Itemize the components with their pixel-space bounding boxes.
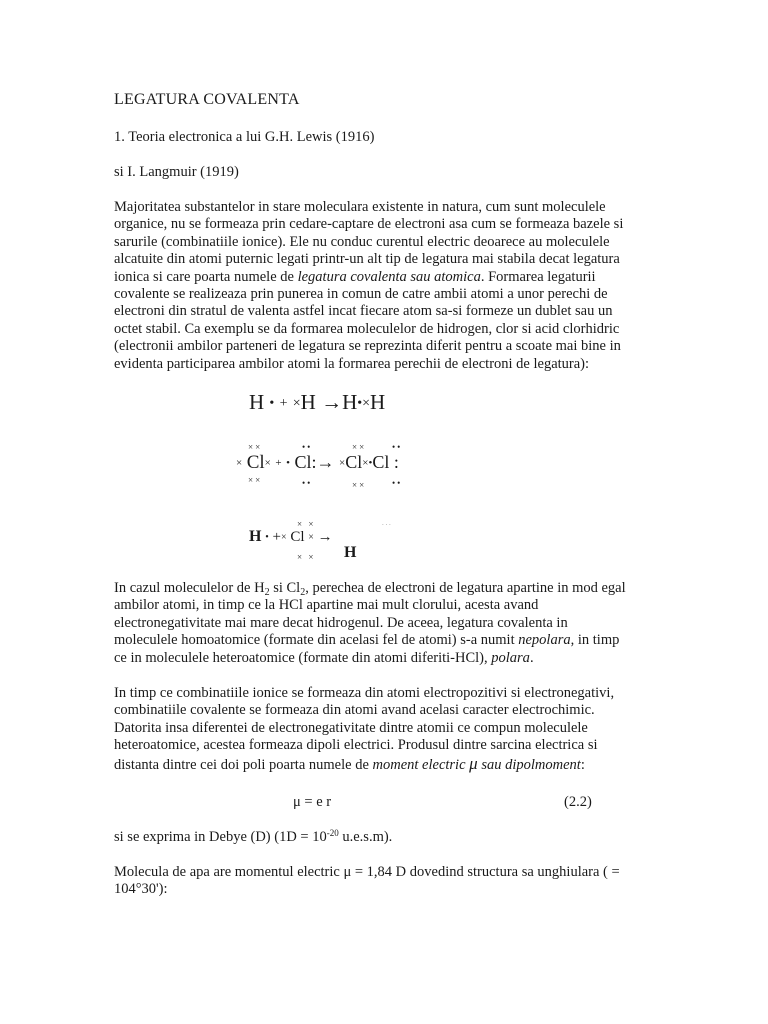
atom-h: H — [370, 390, 386, 414]
reaction-arrow: → — [321, 390, 343, 414]
electron-dot: • — [286, 457, 290, 469]
atom-cl: Cl — [290, 529, 305, 545]
covalent-bond-term: legatura covalenta sau atomica — [297, 268, 481, 285]
page-title: LEGATURA COVALENTA — [114, 91, 300, 108]
electron-cross-pair-bottom: × × — [297, 552, 316, 562]
shared-electron-pair: •× — [357, 396, 371, 411]
dipole-text-1: In timp ce combinatiile ionice se formeaza din atomi electropozitivi si electronegativi, combinatiile covalente se formeaza din atomi avand acelasi caracter electrochimic. Datorita insa diferentei de electronegativitate dintre atomii ce compun moleculele heteroatomice, acestea formeaza dipoli electrici. Produsul dintre sarcina electrica si distanta dintre cei doi poli poarta numele de — [114, 685, 615, 773]
electron-cross: × — [339, 457, 346, 469]
reaction-arrow: → — [317, 529, 333, 545]
polarity-paragraph — [114, 580, 634, 667]
electron-dot-pair-bottom: •• — [302, 478, 313, 488]
polar-term: polara — [491, 649, 530, 666]
atom-h: H — [249, 528, 262, 545]
dipole-paragraph — [114, 685, 634, 774]
faint-dots: . . . — [382, 519, 391, 527]
electron-cross: × — [362, 457, 369, 469]
electron-cross: × — [308, 532, 314, 543]
electron-cross: × — [236, 457, 243, 469]
electron-cross-pair-top: ×× — [248, 442, 263, 452]
dipole-formula: μ = e r — [293, 794, 332, 810]
nonpolar-term: nepolara — [518, 632, 571, 649]
electron-cross: × — [292, 396, 301, 411]
atom-h: H — [249, 390, 265, 414]
mu-symbol: μ — [469, 753, 478, 773]
electron-dot-pair-top: •• — [302, 442, 313, 452]
electron-dot-pair-top: •• — [392, 442, 403, 452]
atom-cl: Cl — [372, 452, 390, 472]
electron-dot: • — [368, 457, 373, 469]
lone-pair-colon: : — [393, 452, 399, 472]
electron-cross-pair-bottom: ×× — [352, 480, 367, 490]
atom-h: H — [342, 390, 358, 414]
polarity-text-3: , perechea de electroni de legatura apartine in mod egal ambilor atomi, in timp ce la HCl apartine mai mult clorului, acesta avand electronegativitate mai mare decat hidrogenul. De aceea, legatura covalenta in moleculele homoatomice (formate din acelasi fel de atomi) s-a numit — [114, 580, 626, 649]
electron-cross-pair-top: × × — [297, 519, 316, 529]
plus-sign: + — [272, 529, 281, 545]
debye-text-2: u.e.s.m). — [338, 829, 393, 845]
electron-cross: × — [280, 532, 287, 543]
polarity-text-1: In cazul moleculelor de H — [114, 580, 265, 596]
intro-text-1: Majoritatea substantelor in stare moleculara existente in natura, cum sunt moleculele organice, nu se formeaza prin cedare-captare de electroni asa cum se formeaza bazele si sarurile (combinatiile ionice). Ele nu conduc curentul electric deoarece au moleculele alcatuite din atomi puternic legati printr-un alt tip de legatura mai stabila decat legatura ionica si care poarta numele de — [114, 199, 624, 285]
subscript: 2 — [300, 587, 306, 598]
exponent: -20 — [326, 828, 339, 838]
atom-cl: Cl — [345, 452, 363, 472]
water-angle-line: 104°30'): — [114, 881, 168, 897]
electron-dot: • — [269, 396, 275, 411]
electron-dot: • — [265, 532, 269, 543]
electron-cross: × — [264, 457, 271, 469]
dipole-text-2: : — [580, 756, 585, 773]
water-moment-line: Molecula de apa are momentul electric μ = 1,84 D dovedind structura sa unghiulara ( = — [114, 864, 620, 880]
electric-moment-term: moment electric — [372, 756, 470, 773]
plus-sign: + — [275, 457, 282, 469]
debye-line — [114, 829, 392, 846]
section-heading: 1. Teoria electronica a lui G.H. Lewis (1916) — [114, 129, 375, 145]
polarity-text-2: si Cl — [269, 580, 301, 596]
plus-sign: + — [279, 396, 288, 411]
product-h: H — [344, 544, 357, 561]
section-heading-continued: si I. Langmuir (1919) — [114, 164, 239, 180]
reaction-arrow: → — [316, 452, 335, 472]
electron-cross-pair-bottom: ×× — [248, 475, 263, 485]
atom-h: H — [300, 390, 316, 414]
polarity-text-5: . — [529, 649, 534, 666]
lone-pair-colon: : — [311, 452, 317, 472]
intro-paragraph — [114, 199, 634, 373]
polarity-text-4: , in timp ce in moleculele heteroatomice (formate din atomi diferiti-HCl), — [114, 632, 620, 666]
debye-text-1: si se exprima in Debye (D) (1D = 10 — [114, 829, 327, 845]
atom-cl: Cl — [294, 452, 312, 472]
dipolmoment-term: sau dipolmoment — [477, 756, 581, 773]
hydrogen-formation-equation — [249, 390, 385, 415]
intro-text-2: . Formarea legaturii covalente se realizeaza prin punerea in comun de catre ambii atomi a unor perechi de electroni din stratul de valenta astfel incat fiecare atom sa-si formeze un dublet sau un octet stabil. Ca exemplu se da formarea moleculelor de hidrogen, clor si acid clorhidric (electronii ambilor parteneri de legatura se reprezinta diferit pentru a scoate mai bine in evidenta participarea ambilor atomi la formarea perechii de electroni de legatura): — [114, 268, 621, 372]
electron-cross-pair-top: ×× — [352, 442, 367, 452]
atom-cl: Cl — [246, 452, 265, 473]
electron-dot-pair-bottom: •• — [392, 478, 403, 488]
subscript: 2 — [264, 587, 270, 598]
equation-number: (2.2) — [564, 794, 592, 810]
